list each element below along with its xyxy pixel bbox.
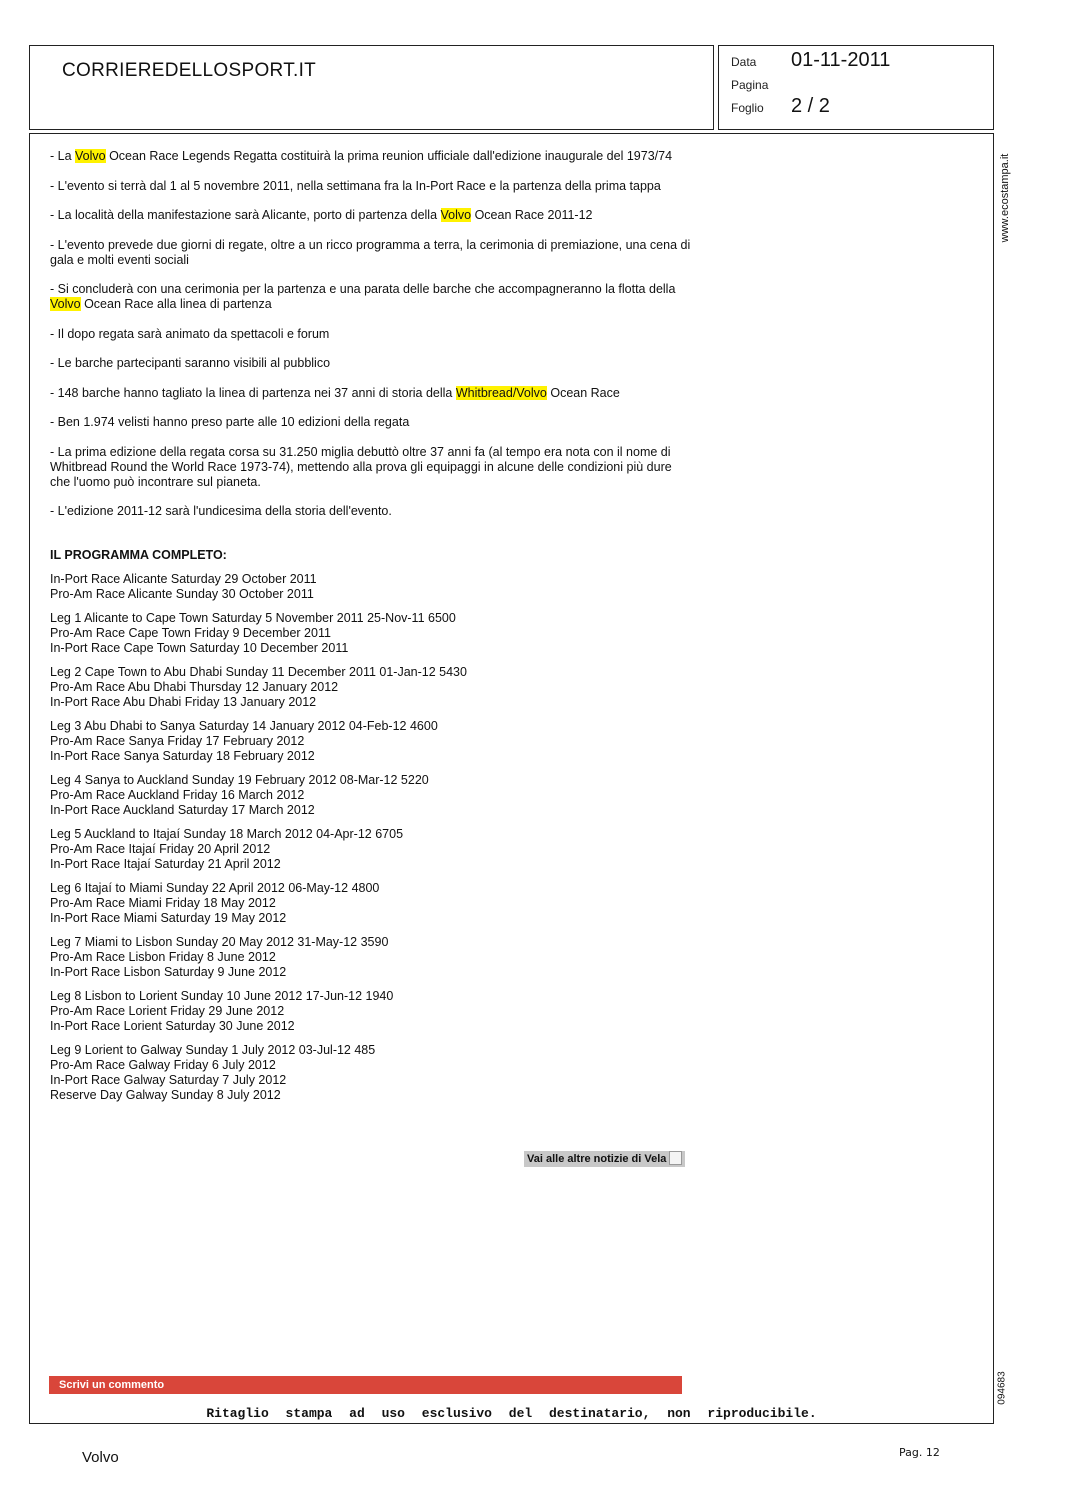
program-line: Pro-Am Race Galway Friday 6 July 2012 bbox=[50, 1058, 276, 1072]
program-line: In-Port Race Cape Town Saturday 10 December 2011 bbox=[50, 641, 349, 655]
bullet-item bbox=[50, 386, 695, 401]
header-masthead-box bbox=[29, 45, 714, 130]
bullet-text: Ocean Race Legends Regatta costituirà la prima reunion ufficiale dall'edizione inaugurale del 1973/74 bbox=[105, 149, 673, 163]
bullet-item bbox=[50, 445, 695, 490]
bullet-text: - 148 barche hanno tagliato la linea di partenza nei 37 anni di storia della bbox=[50, 385, 456, 400]
data-value: 01-11-2011 bbox=[791, 49, 891, 71]
program-title: IL PROGRAMMA COMPLETO: bbox=[50, 548, 227, 562]
highlighted-keyword: Volvo bbox=[440, 208, 472, 222]
article-content bbox=[50, 149, 695, 1112]
program-group bbox=[50, 989, 695, 1034]
program-line: Leg 6 Itajaí to Miami Sunday 22 April 2012 06-May-12 4800 bbox=[50, 881, 380, 895]
program-line: Pro-Am Race Auckland Friday 16 March 2012 bbox=[50, 788, 305, 802]
program-line: Leg 1 Alicante to Cape Town Saturday 5 November 2011 25-Nov-11 6500 bbox=[50, 611, 456, 625]
program-group bbox=[50, 881, 695, 926]
bullet-item bbox=[50, 327, 695, 342]
program-line: In-Port Race Itajaí Saturday 21 April 2012 bbox=[50, 857, 281, 871]
program-line: In-Port Race Alicante Saturday 29 October 2011 bbox=[50, 572, 317, 586]
bullet-text: - Il dopo regata sarà animato da spettacoli e forum bbox=[50, 326, 330, 341]
program-line: In-Port Race Lisbon Saturday 9 June 2012 bbox=[50, 965, 287, 979]
footer-note: Ritaglio stampa ad uso esclusivo del destinatario, non riproducibile. bbox=[206, 1406, 817, 1421]
bullet-item bbox=[50, 415, 695, 430]
program-line: Pro-Am Race Cape Town Friday 9 December 2011 bbox=[50, 626, 331, 640]
article-box bbox=[29, 133, 994, 1424]
program-line: In-Port Race Abu Dhabi Friday 13 January 2012 bbox=[50, 695, 317, 709]
bullet-text: - L'edizione 2011-12 sarà l'undicesima della storia dell'evento. bbox=[50, 504, 392, 518]
bottom-keyword: Volvo bbox=[82, 1449, 119, 1466]
program-line: Leg 5 Auckland to Itajaí Sunday 18 March 2012 04-Apr-12 6705 bbox=[50, 827, 404, 841]
bullet-item bbox=[50, 179, 695, 194]
program-line: Pro-Am Race Miami Friday 18 May 2012 bbox=[50, 896, 276, 910]
program-line: Pro-Am Race Lisbon Friday 8 June 2012 bbox=[50, 950, 276, 964]
bullet-text: - Ben 1.974 velisti hanno preso parte alle 10 edizioni della regata bbox=[50, 415, 410, 429]
program-line: In-Port Race Miami Saturday 19 May 2012 bbox=[50, 911, 287, 925]
program-group bbox=[50, 719, 695, 764]
bullet-text: - La località della manifestazione sarà Alicante, porto di partenza della bbox=[50, 208, 441, 222]
bullet-text: - Le barche partecipanti saranno visibili al pubblico bbox=[50, 356, 331, 370]
program-list bbox=[50, 572, 695, 1103]
program-group bbox=[50, 611, 695, 656]
program-line: In-Port Race Sanya Saturday 18 February 2012 bbox=[50, 749, 315, 763]
program-line: Leg 2 Cape Town to Abu Dhabi Sunday 11 December 2011 01-Jan-12 5430 bbox=[50, 665, 467, 679]
highlighted-keyword: Volvo bbox=[50, 297, 81, 311]
data-label: Data bbox=[731, 55, 757, 69]
program-group bbox=[50, 1043, 695, 1103]
program-line: Pro-Am Race Sanya Friday 17 February 2012 bbox=[50, 734, 305, 748]
program-line: Leg 3 Abu Dhabi to Sanya Saturday 14 January 2012 04-Feb-12 4600 bbox=[50, 719, 438, 733]
program-group bbox=[50, 935, 695, 980]
bullet-item bbox=[50, 238, 695, 268]
bullet-item bbox=[50, 208, 695, 223]
program-line: Leg 9 Lorient to Galway Sunday 1 July 2012 03-Jul-12 485 bbox=[50, 1043, 376, 1057]
program-line: Pro-Am Race Abu Dhabi Thursday 12 January 2012 bbox=[50, 680, 339, 694]
header-meta-box bbox=[718, 45, 994, 130]
highlighted-keyword: Whitbread/Volvo bbox=[455, 385, 547, 400]
foglio-label: Foglio bbox=[731, 101, 764, 115]
bullet-item bbox=[50, 149, 695, 164]
program-group bbox=[50, 572, 695, 602]
bullet-list bbox=[50, 149, 695, 519]
program-line: Pro-Am Race Lorient Friday 29 June 2012 bbox=[50, 1004, 285, 1018]
program-line: Leg 7 Miami to Lisbon Sunday 20 May 2012 31-May-12 3590 bbox=[50, 935, 389, 949]
bullet-text: - Si concluderà con una cerimonia per la partenza e una parata delle barche che accompagneranno la flotta della bbox=[50, 282, 676, 296]
program-line: In-Port Race Auckland Saturday 17 March 2012 bbox=[50, 803, 315, 817]
bullet-text: - L'evento si terrà dal 1 al 5 novembre 2011, nella settimana fra la In-Port Race e la partenza della prima tappa bbox=[50, 178, 661, 193]
program-group bbox=[50, 665, 695, 710]
highlighted-keyword: Volvo bbox=[75, 149, 106, 163]
bullet-item bbox=[50, 356, 695, 371]
bullet-item bbox=[50, 282, 695, 312]
program-group bbox=[50, 827, 695, 872]
program-line: Leg 8 Lisbon to Lorient Sunday 10 June 2012 17-Jun-12 1940 bbox=[50, 989, 394, 1003]
program-line: Pro-Am Race Alicante Sunday 30 October 2011 bbox=[50, 587, 314, 601]
program-line: Reserve Day Galway Sunday 8 July 2012 bbox=[50, 1088, 281, 1102]
pagina-label: Pagina bbox=[731, 78, 769, 92]
bullet-text: Ocean Race bbox=[546, 385, 620, 400]
vai-link[interactable]: Vai alle altre notizie di Vela bbox=[524, 1151, 685, 1167]
foglio-value: 2 / 2 bbox=[791, 95, 830, 117]
page-number: Pag. 12 bbox=[899, 1446, 940, 1459]
program-group bbox=[50, 773, 695, 818]
masthead-title: CORRIEREDELLOSPORT.IT bbox=[62, 60, 317, 81]
program-line: Pro-Am Race Itajaí Friday 20 April 2012 bbox=[50, 842, 271, 856]
comment-button[interactable]: Scrivi un commento bbox=[49, 1376, 682, 1394]
bullet-item bbox=[50, 504, 695, 519]
document-icon bbox=[669, 1151, 682, 1165]
bullet-text: - L'evento prevede due giorni di regate, oltre a un ricco programma a terra, la cerimonia di premiazione, una cena di gala e molti eventi sociali bbox=[50, 237, 691, 267]
bullet-text: Ocean Race alla linea di partenza bbox=[80, 297, 272, 311]
bullet-text: Ocean Race 2011-12 bbox=[471, 208, 593, 222]
program-line: In-Port Race Lorient Saturday 30 June 2012 bbox=[50, 1019, 295, 1033]
side-code: 094683 bbox=[996, 1371, 1008, 1405]
bullet-text: - La bbox=[50, 149, 76, 163]
program-line: In-Port Race Galway Saturday 7 July 2012 bbox=[50, 1073, 287, 1087]
program-line: Leg 4 Sanya to Auckland Sunday 19 February 2012 08-Mar-12 5220 bbox=[50, 773, 429, 787]
bullet-text: - La prima edizione della regata corsa su 31.250 miglia debuttò oltre 37 anni fa (al tempo era nota con il nome di Whitbread Round the World Race 1973-74), mettendo alla prova gli equipaggi in alcune delle condizioni più dure che l'uomo può incontrare sul pianeta. bbox=[50, 444, 672, 489]
side-url: www.ecostampa.it bbox=[999, 153, 1011, 242]
